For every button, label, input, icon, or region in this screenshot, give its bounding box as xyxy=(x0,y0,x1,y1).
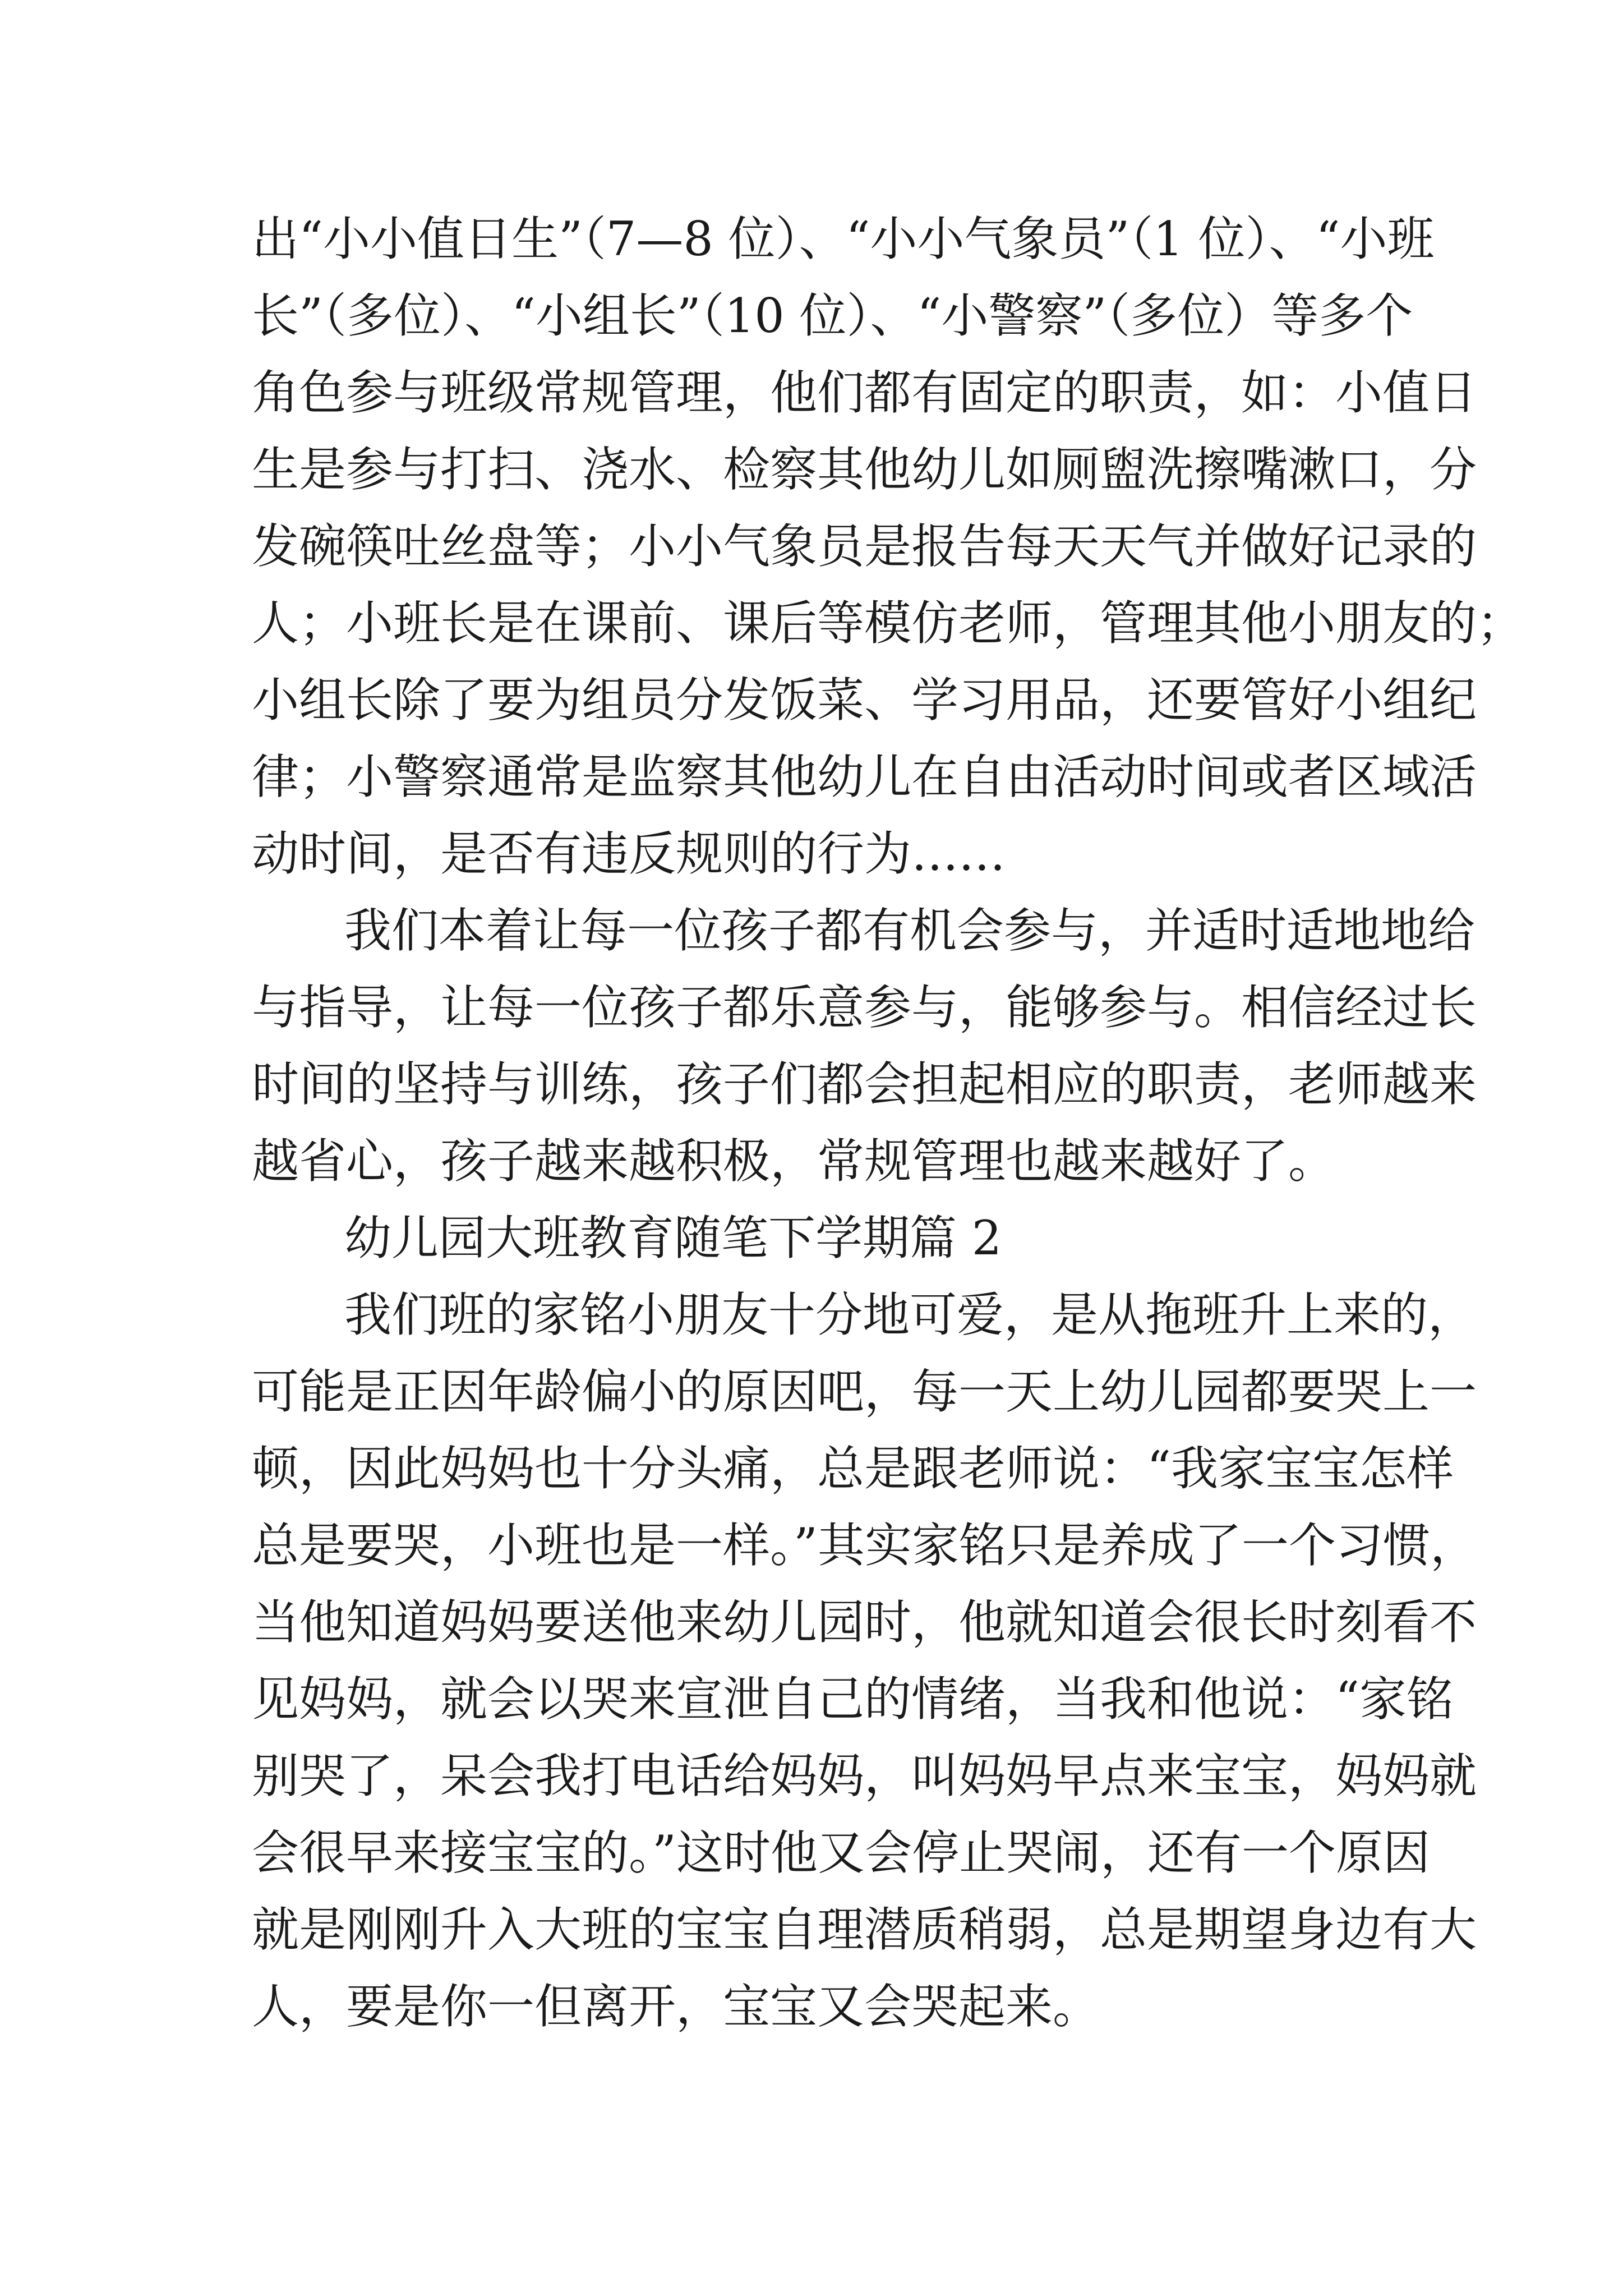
text-line: 总是要哭，小班也是一样。”其实家铭只是养成了一个习惯， xyxy=(252,1518,1477,1573)
text-line: 人；小班长是在课前、课后等模仿老师，管理其他小朋友的； xyxy=(252,596,1524,651)
text-line: 就是刚刚升入大班的宝宝自理潜质稍弱，总是期望身边有大 xyxy=(252,1902,1477,1957)
text-line: 越省心，孩子越来越积极，常规管理也越来越好了。 xyxy=(252,1134,1336,1189)
text-line: 出“小小值日生”（7—8 位）、“小小气象员”（1 位）、“小班 xyxy=(252,211,1435,266)
text-line: 顿，因此妈妈也十分头痛，总是跟老师说：“我家宝宝怎样 xyxy=(252,1441,1454,1496)
section-heading: 幼儿园大班教育随笔下学期篇 2 xyxy=(344,1211,1002,1266)
paragraph-first-line: 我们班的家铭小朋友十分地可爱，是从拖班升上来的， xyxy=(344,1287,1476,1342)
text-line: 时间的坚持与训练，孩子们都会担起相应的职责，老师越来 xyxy=(252,1057,1477,1112)
text-line: 人，要是你一但离开，宝宝又会哭起来。 xyxy=(252,1979,1100,2034)
text-line: 会很早来接宝宝的。”这时他又会停止哭闹，还有一个原因 xyxy=(252,1825,1430,1880)
text-line: 可能是正因年龄偏小的原因吧，每一天上幼儿园都要哭上一 xyxy=(252,1364,1477,1419)
text-line: 当他知道妈妈要送他来幼儿园时，他就知道会很长时刻看不 xyxy=(252,1595,1477,1650)
text-line: 小组长除了要为组员分发饭菜、学习用品，还要管好小组纪 xyxy=(252,673,1477,728)
text-line: 长”（多位）、“小组长”（10 位）、“小警察”（多位）等多个 xyxy=(252,288,1413,343)
text-line: 见妈妈，就会以哭来宣泄自己的情绪，当我和他说：“家铭 xyxy=(252,1672,1454,1727)
text-line: 与指导，让每一位孩子都乐意参与，能够参与。相信经过长 xyxy=(252,980,1477,1035)
text-line: 发碗筷吐丝盘等；小小气象员是报告每天天气并做好记录的 xyxy=(252,519,1477,574)
text-line: 律；小警察通常是监察其他幼儿在自由活动时间或者区域活 xyxy=(252,749,1477,804)
text-line: 生是参与打扫、浇水、检察其他幼儿如厕盥洗擦嘴漱口，分 xyxy=(252,442,1477,497)
paragraph-first-line: 我们本着让每一位孩子都有机会参与，并适时适地地给 xyxy=(344,903,1476,958)
text-line: 动时间，是否有违反规则的行为…… xyxy=(252,826,1006,881)
text-line: 别哭了，呆会我打电话给妈妈，叫妈妈早点来宝宝，妈妈就 xyxy=(252,1749,1477,1803)
text-line: 角色参与班级常规管理，他们都有固定的职责，如：小值日 xyxy=(252,365,1477,420)
